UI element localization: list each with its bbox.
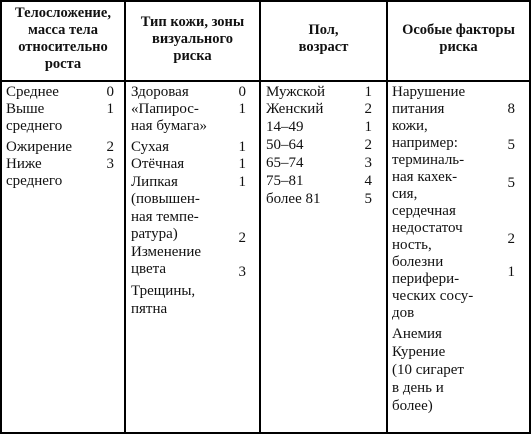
- cell-score: 5: [507, 137, 515, 153]
- cell-label: Изменение: [131, 244, 202, 260]
- header-line: Особые факторы: [402, 22, 515, 38]
- cell-score: 4: [364, 173, 372, 189]
- cell-label: «Папирос-: [131, 101, 199, 117]
- cell-score: 5: [364, 191, 372, 207]
- cell-label: Сухая: [131, 139, 169, 155]
- header-line: риска: [173, 48, 212, 64]
- header-sex-age: [261, 22, 386, 56]
- cell-label: Среднее: [6, 84, 59, 100]
- header-special-risk: [388, 22, 529, 56]
- cell-label: сердечная: [392, 203, 456, 219]
- cell-label: Анемия: [392, 326, 442, 342]
- cell-label: (повышен-: [131, 191, 200, 207]
- header-line: возраст: [298, 39, 349, 55]
- cell-score: 1: [238, 139, 246, 155]
- cell-score: 2: [364, 101, 372, 117]
- cell-label: 75–81: [266, 173, 304, 189]
- cell-label: Ожирение: [6, 139, 73, 155]
- header-line: визуального: [151, 31, 234, 47]
- header-line: риска: [439, 39, 478, 55]
- cell-label: Здоровая: [131, 84, 189, 100]
- cell-label: более 81: [266, 191, 321, 207]
- cell-label: недостаточ: [392, 220, 463, 236]
- table-top-border: [0, 0, 531, 2]
- cell-score: 2: [364, 137, 372, 153]
- cell-label: ная кахек-: [392, 169, 458, 185]
- cell-label: цвета: [131, 261, 167, 277]
- cell-score: 1: [238, 174, 246, 190]
- cell-score: 8: [507, 101, 515, 117]
- cell-score: 2: [238, 230, 246, 246]
- cell-score: 5: [507, 175, 515, 191]
- cell-label: (10 сигарет: [392, 362, 464, 378]
- cell-label: Курение: [392, 344, 446, 360]
- cell-score: 3: [364, 155, 372, 171]
- cell-label: ная бумага»: [131, 118, 208, 134]
- cell-label: питания: [392, 101, 445, 117]
- column-divider-3: [386, 0, 388, 434]
- cell-label: ная темпе-: [131, 209, 199, 225]
- cell-label: ность,: [392, 237, 432, 253]
- cell-label: 50–64: [266, 137, 304, 153]
- cell-score: 3: [106, 156, 114, 172]
- cell-label: сия,: [392, 186, 418, 202]
- header-line: роста: [44, 56, 82, 72]
- column-divider-2: [259, 0, 261, 434]
- cell-label: 65–74: [266, 155, 304, 171]
- cell-label: перифери-: [392, 271, 460, 287]
- cell-score: 1: [364, 84, 372, 100]
- cell-score: 1: [507, 264, 515, 280]
- cell-label: Женский: [266, 101, 324, 117]
- cell-label: Мужской: [266, 84, 326, 100]
- cell-score: 1: [238, 156, 246, 172]
- cell-label: Выше: [6, 101, 45, 117]
- cell-label: ческих сосу-: [392, 288, 474, 304]
- cell-label: болезни: [392, 254, 444, 270]
- cell-label: Трещины,: [131, 283, 196, 299]
- cell-label: среднего: [6, 118, 63, 134]
- column-divider-1: [124, 0, 126, 434]
- cell-label: например:: [392, 135, 458, 151]
- cell-label: Отёчная: [131, 156, 185, 172]
- header-line: Телосложение,: [15, 5, 111, 21]
- header-line: относительно: [18, 39, 108, 55]
- cell-score: 3: [238, 264, 246, 280]
- cell-label: Ниже: [6, 156, 42, 172]
- cell-score: 1: [238, 101, 246, 117]
- cell-score: 0: [106, 84, 114, 100]
- header-line: масса тела: [28, 22, 98, 38]
- cell-label: Липкая: [131, 174, 178, 190]
- cell-label: 14–49: [266, 119, 304, 135]
- cell-label: более): [392, 398, 433, 414]
- cell-score: 1: [106, 101, 114, 117]
- cell-label: ратура): [131, 226, 178, 242]
- cell-label: пятна: [131, 301, 168, 317]
- cell-score: 2: [507, 231, 515, 247]
- cell-label: Нарушение: [392, 84, 466, 100]
- header-line: Тип кожи, зоны: [140, 14, 245, 30]
- header-skin-type: [126, 14, 259, 65]
- cell-score: 2: [106, 139, 114, 155]
- cell-score: 1: [364, 119, 372, 135]
- cell-label: дов: [392, 305, 415, 321]
- cell-label: кожи,: [392, 118, 428, 134]
- cell-label: среднего: [6, 173, 63, 189]
- header-line: Пол,: [308, 22, 339, 38]
- header-divider: [0, 80, 531, 82]
- cell-score: 0: [238, 84, 246, 100]
- header-body-build: [2, 5, 124, 73]
- cell-label: терминаль-: [392, 152, 465, 168]
- cell-label: в день и: [392, 380, 444, 396]
